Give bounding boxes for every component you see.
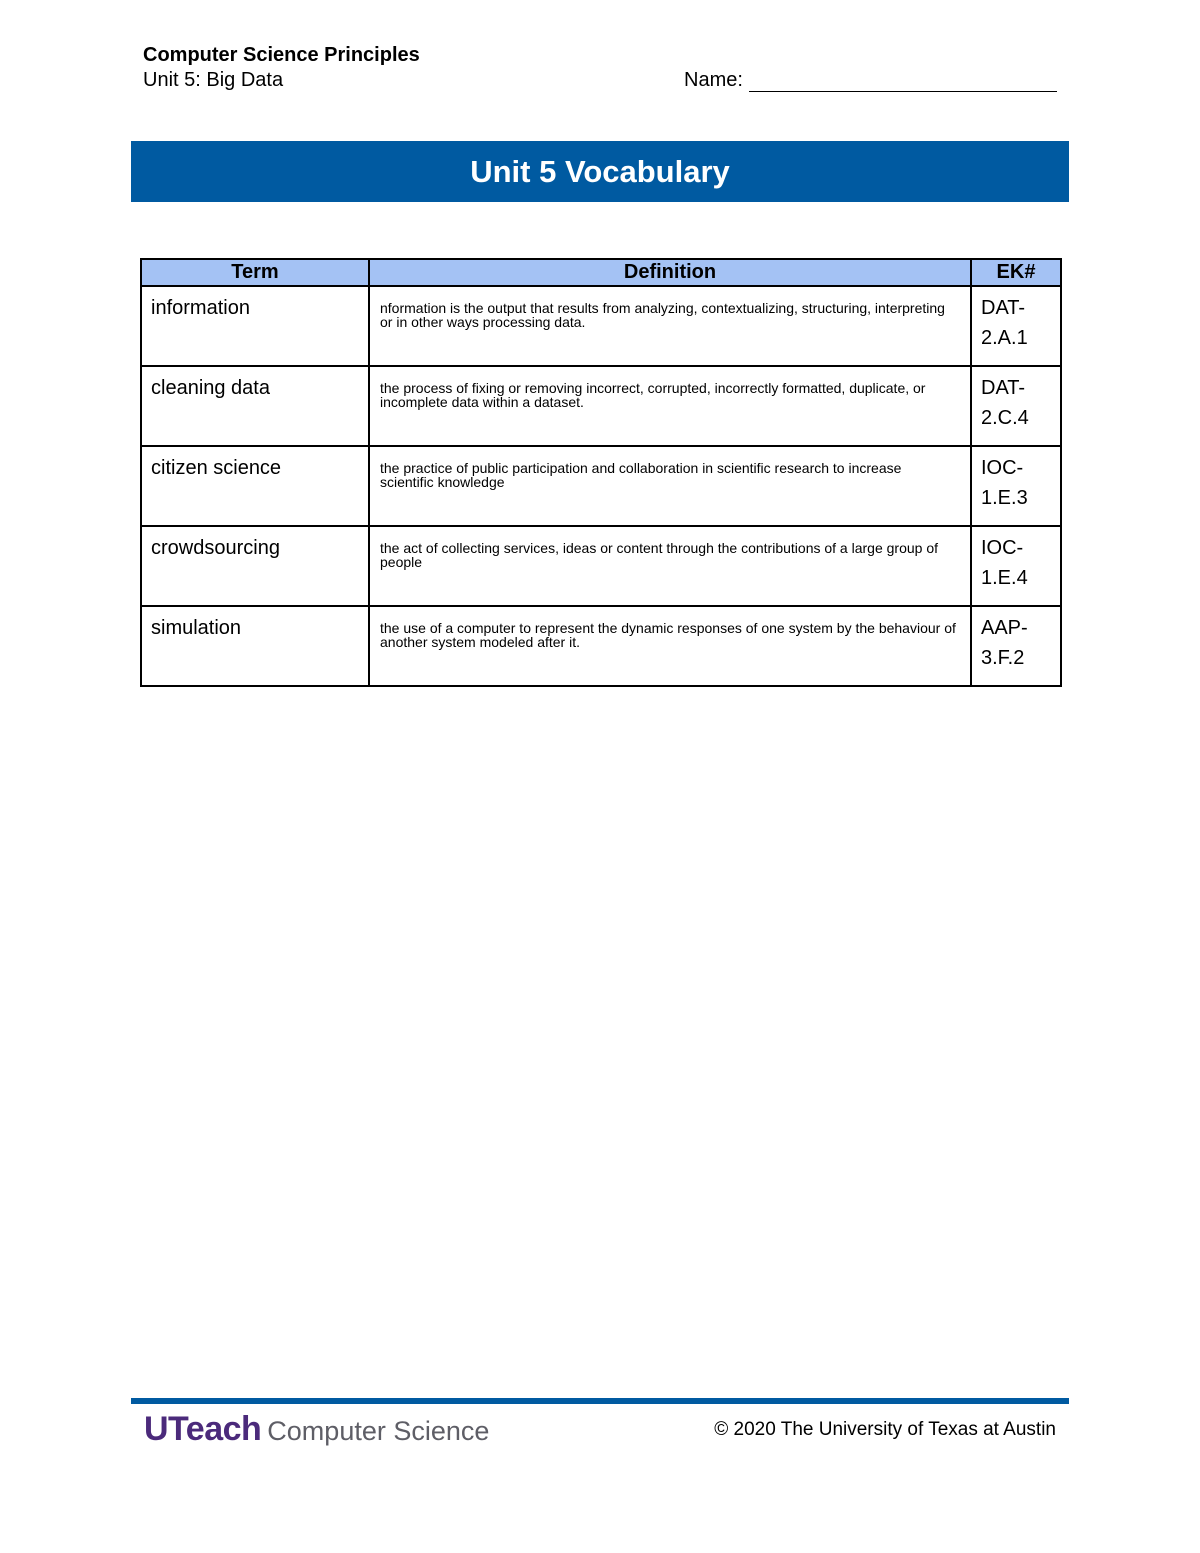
- definition-text: the practice of public participation and collaboration in scientific research to increase scientific knowledge: [380, 460, 902, 490]
- footer-divider: [131, 1398, 1069, 1404]
- table-row: [141, 526, 1061, 606]
- term-text: crowdsourcing: [151, 537, 280, 559]
- uteach-logo: [144, 1410, 489, 1449]
- term-text: information: [151, 297, 250, 319]
- term-text: citizen science: [151, 457, 282, 479]
- ek-text: DAT-2.C.4: [981, 377, 1029, 429]
- term-text: simulation: [151, 617, 242, 639]
- table-row: [141, 606, 1061, 686]
- ek-cell: [971, 526, 1061, 606]
- ek-text: AAP-3.F.2: [981, 617, 1028, 669]
- definition-text: the act of collecting services, ideas or content through the contributions of a large group of people: [380, 540, 938, 570]
- course-title: Computer Science Principles: [143, 44, 420, 66]
- ek-cell: [971, 286, 1061, 366]
- term-cell: [141, 366, 369, 446]
- ek-text: IOC-1.E.4: [981, 537, 1028, 589]
- term-text: cleaning data: [151, 377, 270, 399]
- logo-uteach-text: UTeach: [144, 1410, 262, 1448]
- definition-cell: [369, 286, 971, 366]
- term-cell: [141, 286, 369, 366]
- definition-cell: [369, 366, 971, 446]
- ek-cell: [971, 606, 1061, 686]
- term-cell: [141, 526, 369, 606]
- definition-cell: [369, 446, 971, 526]
- ek-text: IOC-1.E.3: [981, 457, 1028, 509]
- definition-cell: [369, 606, 971, 686]
- ek-cell: [971, 446, 1061, 526]
- table-row: [141, 446, 1061, 526]
- definition-text: nformation is the output that results from analyzing, contextualizing, structuring, interpreting or in other ways processing data.: [380, 300, 945, 330]
- definition-cell: [369, 526, 971, 606]
- definition-text: the process of fixing or removing incorrect, corrupted, incorrectly formatted, duplicate, or incomplete data within a dataset.: [380, 380, 926, 410]
- header-term: Term: [141, 259, 369, 286]
- ek-text: DAT-2.A.1: [981, 297, 1028, 349]
- term-cell: [141, 606, 369, 686]
- vocabulary-table: [140, 258, 1062, 687]
- table-row: [141, 286, 1061, 366]
- logo-cs-text: Computer Science: [267, 1416, 490, 1446]
- header-definition: Definition: [369, 259, 971, 286]
- name-label: Name:: [684, 69, 743, 91]
- table-row: [141, 366, 1061, 446]
- header-ek: EK#: [971, 259, 1061, 286]
- name-blank-line: [749, 71, 1057, 92]
- term-cell: [141, 446, 369, 526]
- copyright-text: © 2020 The University of Texas at Austin: [714, 1419, 1056, 1440]
- name-field: [684, 69, 1057, 92]
- unit-title: Unit 5: Big Data: [143, 69, 284, 91]
- page-title: Unit 5 Vocabulary: [131, 141, 1069, 202]
- ek-cell: [971, 366, 1061, 446]
- table-header-row: [141, 259, 1061, 286]
- definition-text: the use of a computer to represent the dynamic responses of one system by the behaviour of another system modeled after it.: [380, 620, 956, 650]
